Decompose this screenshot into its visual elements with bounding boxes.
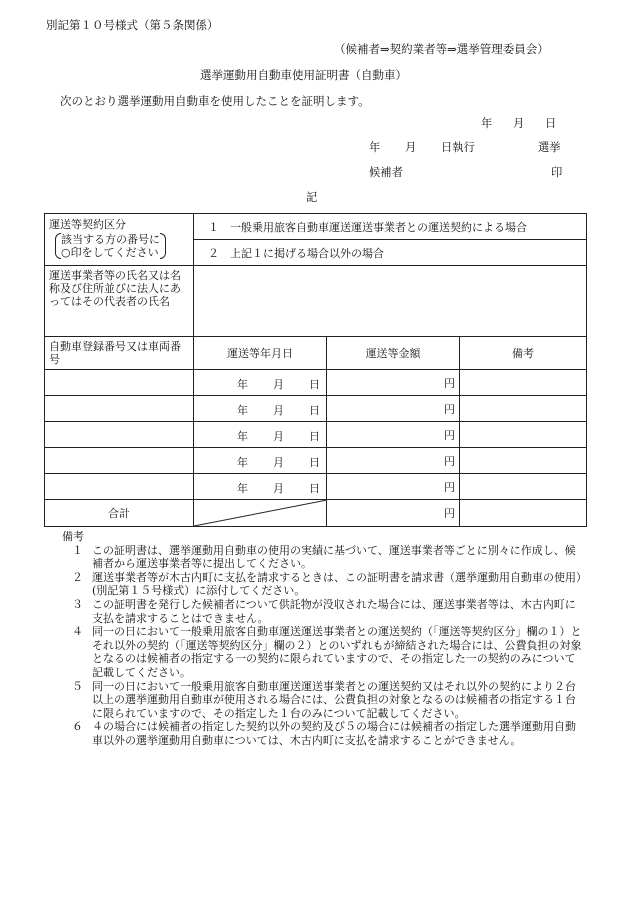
note-item (62, 598, 582, 625)
certification-statement: 次のとおり選挙運動用自動車を使用したことを証明します。 (60, 94, 370, 108)
note-number: １ (72, 543, 83, 557)
total-remarks-cell[interactable] (460, 500, 587, 527)
candidate-label: 候補者 (369, 166, 403, 179)
date-cell[interactable] (194, 422, 327, 448)
amount-cell[interactable] (327, 396, 460, 422)
contract-type-cell (45, 214, 194, 266)
operator-label: 運送事業者等の氏名又は名称及び住所並びに法人にあってはその代表者の氏名 (45, 266, 194, 337)
vehicle-number-label: 自動車登録番号又は車両番号 (45, 337, 194, 370)
instruction-line-2: ○印をしてください (61, 246, 159, 259)
total-date-diagonal (194, 500, 327, 527)
row-day: 日 (309, 430, 320, 443)
row-month: 月 (273, 456, 284, 469)
amount-cell[interactable] (327, 370, 460, 396)
table-row (45, 422, 587, 448)
col-amount-header: 運送等金額 (327, 337, 460, 370)
row-month: 月 (273, 430, 284, 443)
note-item (62, 571, 582, 598)
note-text: 同一の日において一般乗用旅客自動車運送運送事業者との運送契約（「運送等契約区分」欄の１）とそれ以外の契約（「運送等契約区分」欄の２）とのいずれもが締結された場合には、公費負担の対象となるのは候補者の指定する一の契約に限られていますので、その指定した一の契約のみについて記載してください。 (92, 625, 582, 679)
note-item (62, 720, 582, 747)
row-year: 年 (237, 404, 248, 417)
row-month: 月 (273, 404, 284, 417)
seal-mark: 印 (551, 166, 563, 179)
row-year: 年 (237, 482, 248, 495)
note-number: ２ (72, 570, 83, 584)
table-row (45, 474, 587, 500)
date-month: 月 (513, 117, 525, 130)
usage-table (44, 213, 587, 527)
amount-cell[interactable] (327, 474, 460, 500)
remarks-cell[interactable] (460, 396, 587, 422)
routing-note: （候補者⇒契約業者等⇒選挙管理委員会） (334, 42, 549, 56)
contract-option-1[interactable]: １ 一般乗用旅客自動車運送運送事業者との運送契約による場合 (194, 214, 587, 240)
date-cell[interactable] (194, 448, 327, 474)
date-cell[interactable] (194, 396, 327, 422)
row-year: 年 (237, 378, 248, 391)
operator-field[interactable] (194, 266, 587, 337)
row-year: 年 (237, 430, 248, 443)
election-label: 選挙 (538, 141, 561, 154)
amount-cell[interactable] (327, 448, 460, 474)
row-day: 日 (309, 482, 320, 495)
exec-year: 年 (369, 141, 381, 154)
note-item (62, 544, 582, 571)
note-number: ３ (72, 597, 83, 611)
note-text: ４の場合には候補者の指定した契約以外の契約及び５の場合には候補者の指定した選挙運動用自動車以外の選挙運動用自動車については、木古内町に支払を請求することができません。 (92, 720, 576, 747)
total-amount-cell[interactable] (327, 500, 460, 527)
vehicle-number-cell[interactable] (45, 396, 194, 422)
note-text: この証明書を発行した候補者について供託物が没収された場合には、運送事業者等は、木古内町に支払を請求することはできません。 (92, 597, 576, 625)
note-text: この証明書は、選挙運動用自動車の使用の実績に基づいて、運送事業者等ごとに別々に作成し、候補者から運送事業者等に提出してください。 (92, 543, 576, 571)
vehicle-number-cell[interactable] (45, 448, 194, 474)
amount-cell[interactable] (327, 422, 460, 448)
note-number: ６ (72, 720, 83, 734)
contract-option-2[interactable]: ２ 上記１に掲げる場合以外の場合 (194, 240, 587, 266)
note-item (62, 680, 582, 721)
total-label: 合計 (45, 500, 194, 527)
contract-type-instruction (55, 233, 166, 259)
note-text: 同一の日において一般乗用旅客自動車運送運送事業者との運送契約又はそれ以外の契約により２台以上の選挙運動用自動車が使用される場合には、公費負担の対象となるのは候補者の指定する１台に限られていますので、その指定した１台のみについて記載してください。 (92, 679, 576, 720)
vehicle-number-cell[interactable] (45, 370, 194, 396)
note-number: ５ (72, 679, 83, 693)
yen-unit: 円 (444, 376, 455, 390)
remarks-cell[interactable] (460, 448, 587, 474)
remarks-cell[interactable] (460, 370, 587, 396)
yen-unit: 円 (444, 480, 455, 494)
table-row (45, 396, 587, 422)
col-remarks-header: 備考 (460, 337, 587, 370)
diagonal-line (194, 500, 327, 526)
exec-month: 月 (405, 141, 417, 154)
note-text: 運送事業者等が木古内町に支払を請求するときは、この証明書を請求書（選挙運動用自動車の使用）(別記第１５号様式）に添付してください。 (92, 570, 582, 598)
yen-unit: 円 (444, 402, 455, 416)
date-cell[interactable] (194, 474, 327, 500)
note-number: ４ (72, 625, 83, 639)
row-month: 月 (273, 482, 284, 495)
form-number: 別記第１０号様式（第５条関係） (46, 18, 219, 32)
vehicle-number-cell[interactable] (45, 422, 194, 448)
row-day: 日 (309, 404, 320, 417)
ki-label: 記 (306, 191, 318, 204)
instruction-line-1: 該当する方の番号に (61, 233, 160, 246)
row-month: 月 (273, 378, 284, 391)
contract-type-label: 運送等契約区分 (49, 218, 126, 231)
vehicle-number-cell[interactable] (45, 474, 194, 500)
col-date-header: 運送等年月日 (194, 337, 327, 370)
exec-day: 日執行 (441, 141, 475, 154)
yen-unit: 円 (444, 428, 455, 442)
notes-section (62, 530, 582, 748)
remarks-cell[interactable] (460, 474, 587, 500)
notes-heading: 備考 (62, 530, 84, 543)
date-year: 年 (481, 117, 493, 130)
table-row (45, 370, 587, 396)
note-item (62, 625, 582, 679)
date-day: 日 (545, 117, 557, 130)
date-cell[interactable] (194, 370, 327, 396)
row-year: 年 (237, 456, 248, 469)
yen-unit: 円 (444, 507, 455, 520)
remarks-cell[interactable] (460, 422, 587, 448)
row-day: 日 (309, 378, 320, 391)
row-day: 日 (309, 456, 320, 469)
yen-unit: 円 (444, 454, 455, 468)
document-title: 選挙運動用自動車使用証明書（自動車） (200, 68, 407, 82)
table-row (45, 448, 587, 474)
